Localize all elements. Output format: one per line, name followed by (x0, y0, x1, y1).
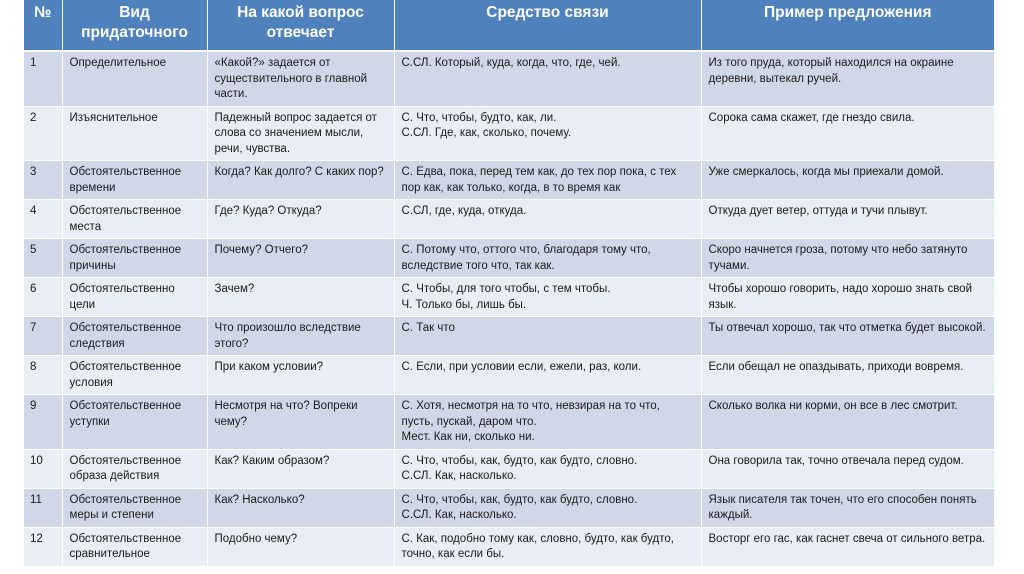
table-header (24, 0, 994, 51)
cell-number: 3 (24, 161, 62, 200)
cell-clause-type: Обстоятельственное уступки (62, 395, 207, 450)
cell-number: 9 (24, 395, 62, 450)
table-row (24, 395, 994, 450)
cell-question: «Какой?» задается от существительного в главной части. (207, 51, 394, 106)
cell-question: При каком условии? (207, 356, 394, 395)
cell-clause-type: Обстоятельственно цели (62, 278, 207, 317)
cell-clause-type: Обстоятельственное места (62, 200, 207, 239)
cell-connector (394, 278, 701, 317)
header-question: На какой вопрос отвечает (207, 0, 394, 51)
connector-line: С. Как, подобно тому как, словно, будто, как будто, точно, как если бы. (401, 532, 674, 560)
connector-line: С. Хотя, несмотря на то что, невзирая на то что, пусть, пускай, даром что. (401, 400, 660, 428)
table-container (24, 0, 994, 567)
cell-example: Если обещал не опаздывать, приходи вовремя. (701, 356, 994, 395)
table-row (24, 449, 994, 488)
connector-line: С.СЛ. Как, насколько. (401, 470, 517, 482)
cell-question: Что произошло вследствие этого? (207, 317, 394, 356)
cell-clause-type: Обстоятельственное меры и степени (62, 488, 207, 527)
cell-example: Сколько волка ни корми, он все в лес смотрит. (701, 395, 994, 450)
table-row (24, 527, 994, 566)
connector-line: Мест. Как ни, сколько ни. (401, 431, 535, 443)
connector-line: С.СЛ. Как, насколько. (401, 509, 517, 521)
cell-number: 8 (24, 356, 62, 395)
table-row (24, 317, 994, 356)
cell-connector (394, 449, 701, 488)
cell-example: Уже смеркалось, когда мы приехали домой. (701, 161, 994, 200)
table-row (24, 488, 994, 527)
cell-connector (394, 200, 701, 239)
cell-question: Когда? Как долго? С каких пор? (207, 161, 394, 200)
cell-example: Ты отвечал хорошо, так что отметка будет высокой. (701, 317, 994, 356)
table-row (24, 161, 994, 200)
cell-example: Скоро начнется гроза, потому что небо затянуто тучами. (701, 239, 994, 278)
cell-question: Где? Куда? Откуда? (207, 200, 394, 239)
cell-clause-type: Обстоятельственное следствия (62, 317, 207, 356)
cell-example: Сорока сама скажет, где гнездо свила. (701, 106, 994, 161)
table-row (24, 200, 994, 239)
cell-question: Как? Насколько? (207, 488, 394, 527)
connector-line: С.СЛ. Где, как, сколько, почему. (401, 127, 572, 139)
cell-question: Несмотря на что? Вопреки чему? (207, 395, 394, 450)
cell-connector (394, 527, 701, 566)
cell-example: Откуда дует ветер, оттуда и тучи плывут. (701, 200, 994, 239)
cell-clause-type: Обстоятельственное сравнительное (62, 527, 207, 566)
cell-number: 12 (24, 527, 62, 566)
connector-line: С. Если, при условии если, ежели, раз, коли. (401, 361, 642, 373)
table-row (24, 106, 994, 161)
header-number: № (24, 0, 62, 51)
connector-line: С. Что, чтобы, будто, как, ли. (401, 111, 557, 124)
cell-number: 10 (24, 449, 62, 488)
cell-example: Из того пруда, который находился на окраине деревни, вытекал ручей. (701, 51, 994, 106)
cell-clause-type: Обстоятельственное образа действия (62, 449, 207, 488)
connector-line: С. Едва, пока, перед тем как, до тех пор пока, с тех пор как, как только, когда, в то время как (401, 166, 677, 194)
cell-connector (394, 488, 701, 527)
connector-line: Ч. Только бы, лишь бы. (401, 298, 527, 311)
cell-connector (394, 239, 701, 278)
table-row (24, 239, 994, 278)
connector-line: С. Потому что, оттого что, благодаря тому что, вследствие того что, так как. (401, 244, 651, 272)
cell-example: Язык писателя так точен, что его способен понять каждый. (701, 488, 994, 527)
connector-line: С.СЛ, где, куда, откуда. (401, 205, 527, 217)
connector-line: С. Так что (401, 322, 455, 334)
header-clause-type: Вид придаточного (62, 0, 207, 51)
cell-number: 2 (24, 106, 62, 161)
header-connector: Средство связи (394, 0, 701, 51)
cell-example: Чтобы хорошо говорить, надо хорошо знать свой язык. (701, 278, 994, 317)
connector-line: С. Что, чтобы, как, будто, как будто, словно. (401, 493, 638, 506)
header-example: Пример предложения (701, 0, 994, 51)
table-body (24, 51, 994, 566)
cell-number: 5 (24, 239, 62, 278)
connector-line: С.СЛ. Который, куда, когда, что, где, чей. (401, 57, 621, 69)
cell-connector (394, 106, 701, 161)
cell-connector (394, 317, 701, 356)
cell-number: 6 (24, 278, 62, 317)
cell-example: Восторг его гас, как гаснет свеча от сильного ветра. (701, 527, 994, 566)
cell-number: 7 (24, 317, 62, 356)
cell-clause-type: Обстоятельственное времени (62, 161, 207, 200)
cell-clause-type: Обстоятельственное условия (62, 356, 207, 395)
cell-clause-type: Обстоятельственное причины (62, 239, 207, 278)
cell-clause-type: Определительное (62, 51, 207, 106)
cell-question: Почему? Отчего? (207, 239, 394, 278)
cell-example: Она говорила так, точно отвечала перед судом. (701, 449, 994, 488)
cell-question: Подобно чему? (207, 527, 394, 566)
cell-question: Как? Каким образом? (207, 449, 394, 488)
table-row (24, 51, 994, 106)
connector-line: С. Чтобы, для того чтобы, с тем чтобы. (401, 283, 611, 295)
cell-number: 4 (24, 200, 62, 239)
table-row (24, 278, 994, 317)
cell-number: 11 (24, 488, 62, 527)
cell-connector (394, 161, 701, 200)
subordinate-clauses-table (24, 0, 994, 567)
cell-connector (394, 356, 701, 395)
cell-connector (394, 395, 701, 450)
cell-question: Падежный вопрос задается от слова со значением мысли, речи, чувства. (207, 106, 394, 161)
cell-question: Зачем? (207, 278, 394, 317)
cell-connector (394, 51, 701, 106)
table-row (24, 356, 994, 395)
cell-number: 1 (24, 51, 62, 106)
cell-clause-type: Изъяснительное (62, 106, 207, 161)
connector-line: С. Что, чтобы, как, будто, как будто, словно. (401, 454, 638, 467)
